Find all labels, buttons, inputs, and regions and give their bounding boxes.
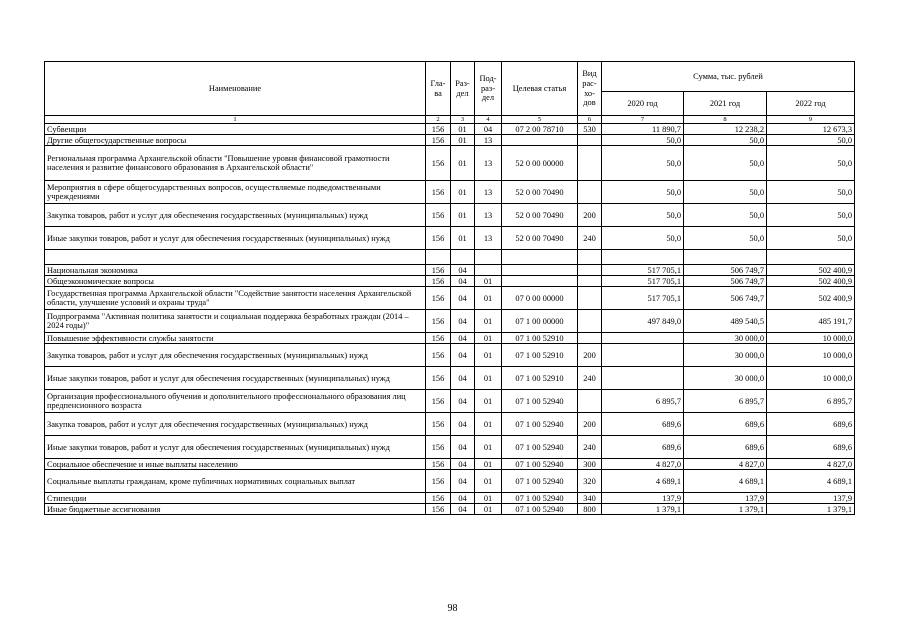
table-row (45, 333, 855, 344)
row-sum-2021: 1 379,1 (684, 504, 767, 515)
table-row (45, 146, 855, 181)
row-target-article: 07 1 00 52940 (502, 459, 578, 470)
row-sum-2021: 6 895,7 (684, 390, 767, 413)
row-glava: 156 (426, 436, 451, 459)
row-sum-2020: 4 827,0 (602, 459, 684, 470)
row-podrazdel: 13 (475, 181, 502, 204)
row-expense-type: 240 (578, 436, 602, 459)
row-glava: 156 (426, 265, 451, 276)
row-glava: 156 (426, 135, 451, 146)
table-row (45, 310, 855, 333)
row-target-article: 07 1 00 52940 (502, 413, 578, 436)
column-index: 2 (426, 116, 451, 124)
row-sum-2021: 506 749,7 (684, 265, 767, 276)
row-sum-2020: 517 705,1 (602, 276, 684, 287)
row-glava: 156 (426, 124, 451, 135)
row-sum-2020: 4 689,1 (602, 470, 684, 493)
table-row (45, 265, 855, 276)
row-expense-type (578, 265, 602, 276)
row-sum-2020: 50,0 (602, 135, 684, 146)
row-razdel: 04 (451, 367, 475, 390)
row-glava: 156 (426, 344, 451, 367)
row-target-article: 52 0 00 70490 (502, 181, 578, 204)
column-index: 3 (451, 116, 475, 124)
column-index: 1 (45, 116, 426, 124)
row-expense-type: 530 (578, 124, 602, 135)
row-podrazdel (475, 250, 502, 265)
row-sum-2020: 689,6 (602, 436, 684, 459)
row-podrazdel: 01 (475, 276, 502, 287)
table-row (45, 227, 855, 250)
row-target-article: 07 1 00 52910 (502, 367, 578, 390)
row-razdel: 04 (451, 310, 475, 333)
row-name: Иные закупки товаров, работ и услуг для обеспечения государственных (муниципальных) нужд (45, 367, 426, 390)
row-name: Подпрограмма "Активная политика занятости и социальная поддержка безработных граждан (2014 – 2024 годы)" (45, 310, 426, 333)
column-index: 8 (684, 116, 767, 124)
row-podrazdel: 01 (475, 310, 502, 333)
header-glava: Гла-ва (426, 62, 451, 116)
row-sum-2022: 689,6 (767, 436, 855, 459)
row-name: Закупка товаров, работ и услуг для обеспечения государственных (муниципальных) нужд (45, 204, 426, 227)
row-sum-2022: 502 400,9 (767, 265, 855, 276)
row-sum-2020 (602, 333, 684, 344)
row-sum-2021: 50,0 (684, 204, 767, 227)
row-name (45, 250, 426, 265)
row-sum-2020: 497 849,0 (602, 310, 684, 333)
row-podrazdel: 01 (475, 344, 502, 367)
row-razdel: 04 (451, 459, 475, 470)
row-sum-2020: 1 379,1 (602, 504, 684, 515)
row-razdel: 04 (451, 287, 475, 310)
row-glava: 156 (426, 493, 451, 504)
row-podrazdel: 13 (475, 227, 502, 250)
row-name: Иные закупки товаров, работ и услуг для обеспечения государственных (муниципальных) нужд (45, 436, 426, 459)
table-row (45, 504, 855, 515)
row-podrazdel: 04 (475, 124, 502, 135)
row-sum-2021: 137,9 (684, 493, 767, 504)
table-row (45, 276, 855, 287)
table-row (45, 459, 855, 470)
table-row (45, 344, 855, 367)
row-glava: 156 (426, 310, 451, 333)
row-name: Повышение эффективности службы занятости (45, 333, 426, 344)
row-name: Мероприятия в сфере общегосударственных вопросов, осуществляемые подведомственными учреждениями (45, 181, 426, 204)
column-index: 4 (475, 116, 502, 124)
row-razdel: 04 (451, 436, 475, 459)
row-sum-2021: 50,0 (684, 181, 767, 204)
row-sum-2020: 137,9 (602, 493, 684, 504)
row-target-article: 07 1 00 52940 (502, 436, 578, 459)
table-row (45, 204, 855, 227)
row-razdel: 04 (451, 333, 475, 344)
row-name: Общеэкономические вопросы (45, 276, 426, 287)
row-expense-type (578, 146, 602, 181)
row-podrazdel: 01 (475, 287, 502, 310)
row-sum-2020: 50,0 (602, 227, 684, 250)
row-sum-2020: 50,0 (602, 204, 684, 227)
row-expense-type: 340 (578, 493, 602, 504)
row-sum-2022: 4 689,1 (767, 470, 855, 493)
row-sum-2021: 489 540,5 (684, 310, 767, 333)
row-target-article: 07 0 00 00000 (502, 287, 578, 310)
row-podrazdel: 01 (475, 459, 502, 470)
row-expense-type: 200 (578, 413, 602, 436)
row-name: Стипендии (45, 493, 426, 504)
row-sum-2021: 30 000,0 (684, 333, 767, 344)
row-expense-type: 300 (578, 459, 602, 470)
row-podrazdel: 01 (475, 333, 502, 344)
row-glava: 156 (426, 333, 451, 344)
row-target-article: 07 1 00 52940 (502, 493, 578, 504)
row-expense-type (578, 310, 602, 333)
header-razdel: Раз-дел (451, 62, 475, 116)
row-podrazdel: 01 (475, 367, 502, 390)
row-target-article: 07 1 00 52940 (502, 470, 578, 493)
row-razdel: 04 (451, 470, 475, 493)
row-glava: 156 (426, 287, 451, 310)
row-sum-2022: 50,0 (767, 135, 855, 146)
row-name: Национальная экономика (45, 265, 426, 276)
row-razdel: 01 (451, 204, 475, 227)
row-sum-2020: 689,6 (602, 413, 684, 436)
column-index: 5 (502, 116, 578, 124)
row-sum-2021: 689,6 (684, 436, 767, 459)
row-target-article: 07 1 00 00000 (502, 310, 578, 333)
row-name: Иные закупки товаров, работ и услуг для обеспечения государственных (муниципальных) нужд (45, 227, 426, 250)
row-glava: 156 (426, 227, 451, 250)
row-sum-2020: 517 705,1 (602, 287, 684, 310)
row-target-article: 52 0 00 70490 (502, 204, 578, 227)
row-sum-2021: 30 000,0 (684, 367, 767, 390)
row-razdel: 04 (451, 504, 475, 515)
header-year-2021: 2021 год (684, 92, 767, 116)
row-podrazdel (475, 265, 502, 276)
row-expense-type (578, 135, 602, 146)
row-target-article (502, 250, 578, 265)
row-target-article: 07 2 00 78710 (502, 124, 578, 135)
row-name: Государственная программа Архангельской области "Содействие занятости населения Архангельской области, улучшение условий и охраны труда" (45, 287, 426, 310)
header-name: Наименование (45, 62, 426, 116)
row-sum-2022: 1 379,1 (767, 504, 855, 515)
row-sum-2020: 11 890,7 (602, 124, 684, 135)
row-glava: 156 (426, 181, 451, 204)
header-sum: Сумма, тыс. рублей (602, 62, 855, 92)
row-sum-2021: 12 238,2 (684, 124, 767, 135)
row-name: Закупка товаров, работ и услуг для обеспечения государственных (муниципальных) нужд (45, 344, 426, 367)
row-expense-type: 320 (578, 470, 602, 493)
row-glava (426, 250, 451, 265)
row-sum-2022: 137,9 (767, 493, 855, 504)
row-name: Региональная программа Архангельской области "Повышение уровня финансовой грамотности населения и развитие финансового образования в Архангельской области" (45, 146, 426, 181)
row-expense-type (578, 333, 602, 344)
row-sum-2020: 6 895,7 (602, 390, 684, 413)
row-glava: 156 (426, 504, 451, 515)
table-body (45, 124, 855, 515)
row-sum-2022: 4 827,0 (767, 459, 855, 470)
row-expense-type: 240 (578, 367, 602, 390)
row-sum-2022: 502 400,9 (767, 276, 855, 287)
table-row (45, 367, 855, 390)
row-name: Субвенции (45, 124, 426, 135)
row-expense-type (578, 287, 602, 310)
row-sum-2020: 517 705,1 (602, 265, 684, 276)
row-sum-2021: 689,6 (684, 413, 767, 436)
column-index-row (45, 116, 855, 124)
header-expense-type: Вид рас-хо-дов (578, 62, 602, 116)
row-sum-2021: 4 689,1 (684, 470, 767, 493)
row-razdel: 04 (451, 493, 475, 504)
page-number: 98 (447, 603, 458, 614)
row-glava: 156 (426, 413, 451, 436)
row-sum-2022: 50,0 (767, 181, 855, 204)
row-sum-2021: 50,0 (684, 135, 767, 146)
header-year-2020: 2020 год (602, 92, 684, 116)
row-expense-type: 800 (578, 504, 602, 515)
row-sum-2021: 50,0 (684, 146, 767, 181)
row-name: Организация профессионального обучения и дополнительного профессионального образования лиц предпенсионного возраста (45, 390, 426, 413)
row-podrazdel: 13 (475, 135, 502, 146)
row-glava: 156 (426, 470, 451, 493)
row-razdel: 04 (451, 265, 475, 276)
row-sum-2022: 50,0 (767, 146, 855, 181)
row-sum-2022 (767, 250, 855, 265)
table-row (45, 436, 855, 459)
row-glava: 156 (426, 367, 451, 390)
row-glava: 156 (426, 204, 451, 227)
row-podrazdel: 01 (475, 470, 502, 493)
row-name: Социальные выплаты гражданам, кроме публичных нормативных социальных выплат (45, 470, 426, 493)
table-row (45, 493, 855, 504)
row-sum-2020: 50,0 (602, 181, 684, 204)
table-row (45, 413, 855, 436)
row-sum-2022: 10 000,0 (767, 344, 855, 367)
row-target-article (502, 135, 578, 146)
row-target-article: 07 1 00 52910 (502, 333, 578, 344)
row-podrazdel: 13 (475, 204, 502, 227)
row-name: Закупка товаров, работ и услуг для обеспечения государственных (муниципальных) нужд (45, 413, 426, 436)
row-sum-2022: 50,0 (767, 227, 855, 250)
row-target-article (502, 276, 578, 287)
row-sum-2022: 689,6 (767, 413, 855, 436)
row-sum-2020: 50,0 (602, 146, 684, 181)
row-glava: 156 (426, 146, 451, 181)
column-index: 7 (602, 116, 684, 124)
row-sum-2022: 502 400,9 (767, 287, 855, 310)
row-expense-type (578, 181, 602, 204)
table-row (45, 390, 855, 413)
row-sum-2022: 10 000,0 (767, 367, 855, 390)
row-sum-2021: 506 749,7 (684, 276, 767, 287)
row-target-article: 07 1 00 52940 (502, 390, 578, 413)
row-expense-type (578, 390, 602, 413)
row-sum-2022: 485 191,7 (767, 310, 855, 333)
column-index: 6 (578, 116, 602, 124)
row-podrazdel: 01 (475, 436, 502, 459)
row-target-article (502, 265, 578, 276)
row-razdel: 01 (451, 181, 475, 204)
budget-table (44, 61, 855, 515)
header-year-2022: 2022 год (767, 92, 855, 116)
row-expense-type: 240 (578, 227, 602, 250)
table-row (45, 287, 855, 310)
row-sum-2022: 12 673,3 (767, 124, 855, 135)
row-razdel: 01 (451, 135, 475, 146)
row-razdel: 04 (451, 390, 475, 413)
header-target-article: Целевая статья (502, 62, 578, 116)
row-razdel (451, 250, 475, 265)
table-row (45, 250, 855, 265)
row-sum-2022: 10 000,0 (767, 333, 855, 344)
row-sum-2021: 30 000,0 (684, 344, 767, 367)
row-sum-2020 (602, 367, 684, 390)
row-sum-2020 (602, 250, 684, 265)
row-sum-2022: 50,0 (767, 204, 855, 227)
row-name: Социальное обеспечение и иные выплаты населению (45, 459, 426, 470)
row-razdel: 04 (451, 413, 475, 436)
row-expense-type: 200 (578, 204, 602, 227)
row-sum-2021: 506 749,7 (684, 287, 767, 310)
row-razdel: 04 (451, 344, 475, 367)
row-podrazdel: 01 (475, 504, 502, 515)
row-podrazdel: 01 (475, 413, 502, 436)
row-razdel: 01 (451, 146, 475, 181)
row-sum-2021: 50,0 (684, 227, 767, 250)
table-row (45, 124, 855, 135)
row-sum-2020 (602, 344, 684, 367)
row-sum-2021 (684, 250, 767, 265)
row-target-article: 07 1 00 52910 (502, 344, 578, 367)
column-index: 9 (767, 116, 855, 124)
row-sum-2022: 6 895,7 (767, 390, 855, 413)
header-podrazdel: Под-раз-дел (475, 62, 502, 116)
row-razdel: 04 (451, 276, 475, 287)
row-target-article: 07 1 00 52940 (502, 504, 578, 515)
row-glava: 156 (426, 459, 451, 470)
row-target-article: 52 0 00 00000 (502, 146, 578, 181)
row-razdel: 01 (451, 227, 475, 250)
row-glava: 156 (426, 276, 451, 287)
row-expense-type (578, 250, 602, 265)
row-podrazdel: 01 (475, 390, 502, 413)
row-sum-2021: 4 827,0 (684, 459, 767, 470)
row-razdel: 01 (451, 124, 475, 135)
table-row (45, 135, 855, 146)
row-expense-type (578, 276, 602, 287)
row-expense-type: 200 (578, 344, 602, 367)
row-target-article: 52 0 00 70490 (502, 227, 578, 250)
row-name: Другие общегосударственные вопросы (45, 135, 426, 146)
row-glava: 156 (426, 390, 451, 413)
row-name: Иные бюджетные ассигнования (45, 504, 426, 515)
row-podrazdel: 13 (475, 146, 502, 181)
table-row (45, 181, 855, 204)
table-row (45, 470, 855, 493)
row-podrazdel: 01 (475, 493, 502, 504)
